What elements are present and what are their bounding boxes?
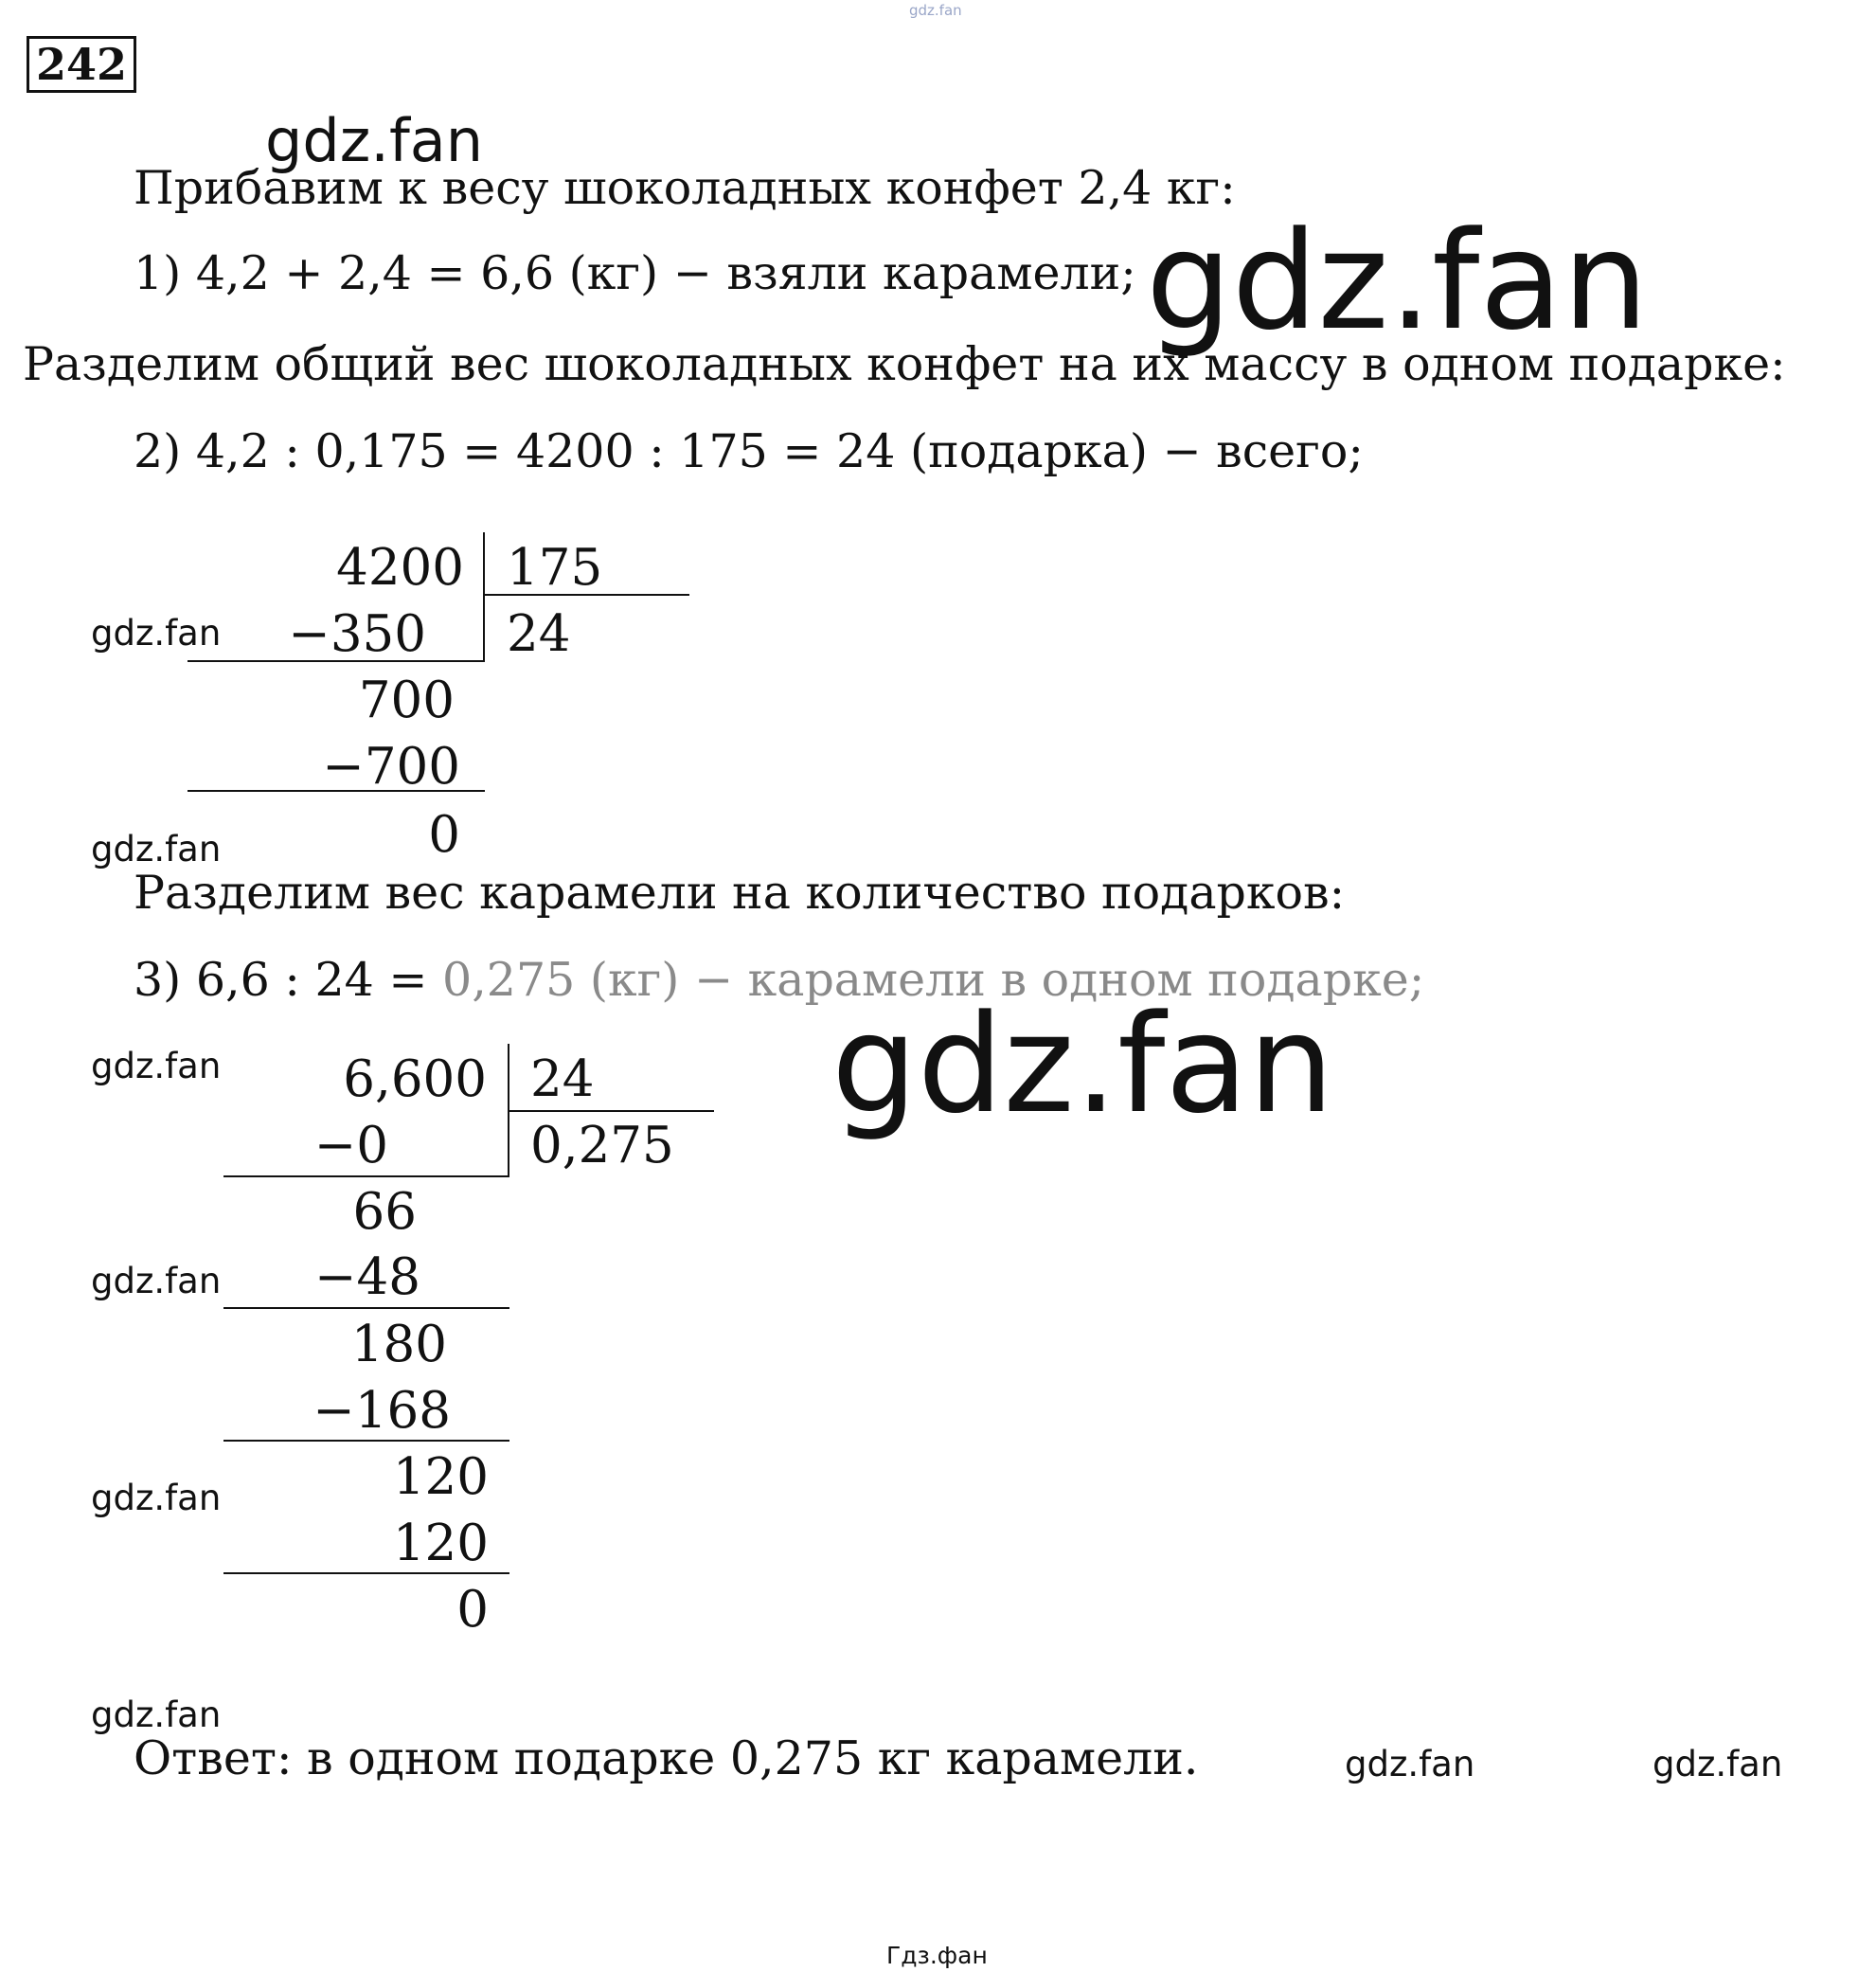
subtraction-line (188, 660, 485, 662)
subtrahend: −350 (288, 605, 426, 663)
intro-line-2: Разделим общий вес шоколадных конфет на их массу в одном подарке: (23, 337, 1786, 391)
quotient: 0,275 (530, 1117, 674, 1174)
subtrahend: −48 (314, 1248, 420, 1306)
watermark: gdz.fan (91, 613, 222, 654)
quotient: 24 (507, 605, 571, 663)
divisor-underline (483, 594, 689, 596)
top-watermark: gdz.fan (909, 2, 962, 19)
answer: Ответ: в одном подарке 0,275 кг карамели. (134, 1731, 1199, 1785)
subtrahend: −0 (313, 1117, 388, 1174)
step-1: 1) 4,2 + 2,4 = 6,6 (кг) − взяли карамели; (134, 246, 1136, 300)
subtrahend: −700 (322, 738, 460, 796)
subtrahend: −168 (313, 1382, 451, 1440)
watermark: gdz.fan (1653, 1744, 1783, 1784)
remainder: 66 (352, 1183, 417, 1241)
dividend: 6,600 (343, 1050, 487, 1108)
step-3-end: 0,275 (кг) − карамели в одном подарке; (442, 953, 1425, 1007)
remainder: 180 (350, 1316, 447, 1373)
division-bar (483, 532, 485, 661)
divisor: 175 (507, 539, 603, 597)
watermark: gdz.fan (91, 1046, 222, 1086)
intro-line-1: Прибавим к весу шоколадных конфет 2,4 кг: (134, 161, 1236, 215)
remainder: 0 (428, 806, 460, 864)
dividend: 4200 (336, 539, 464, 597)
divisor: 24 (530, 1050, 595, 1108)
remainder: 120 (392, 1448, 489, 1506)
watermark-large: gdz.fan (831, 985, 1334, 1143)
watermark: gdz.fan (91, 1261, 222, 1301)
subtraction-line (188, 790, 485, 792)
watermark-large: gdz.fan (1146, 202, 1649, 360)
watermark: gdz.fan (1345, 1744, 1475, 1784)
step-3 (134, 953, 1425, 1007)
step-2: 2) 4,2 : 0,175 = 4200 : 175 = 24 (подарка) − всего; (134, 424, 1364, 478)
subtraction-line (223, 1440, 509, 1442)
watermark: gdz.fan (91, 829, 222, 869)
intro-line-3: Разделим вес карамели на количество подарков: (134, 866, 1346, 920)
watermark: gdz.fan (265, 106, 484, 175)
watermark: gdz.fan (91, 1694, 222, 1735)
footer-watermark: Гдз.фан (886, 1942, 988, 1969)
step-3-start: 3) 6,6 : 24 = (134, 953, 443, 1007)
subtraction-line (223, 1572, 509, 1574)
remainder: 0 (456, 1581, 489, 1639)
watermark: gdz.fan (91, 1478, 222, 1518)
task-number: 242 (27, 36, 136, 93)
subtrahend: 120 (392, 1515, 489, 1572)
subtraction-line (223, 1307, 509, 1309)
remainder: 700 (358, 672, 455, 729)
subtraction-line (223, 1175, 509, 1177)
divisor-underline (508, 1110, 714, 1112)
